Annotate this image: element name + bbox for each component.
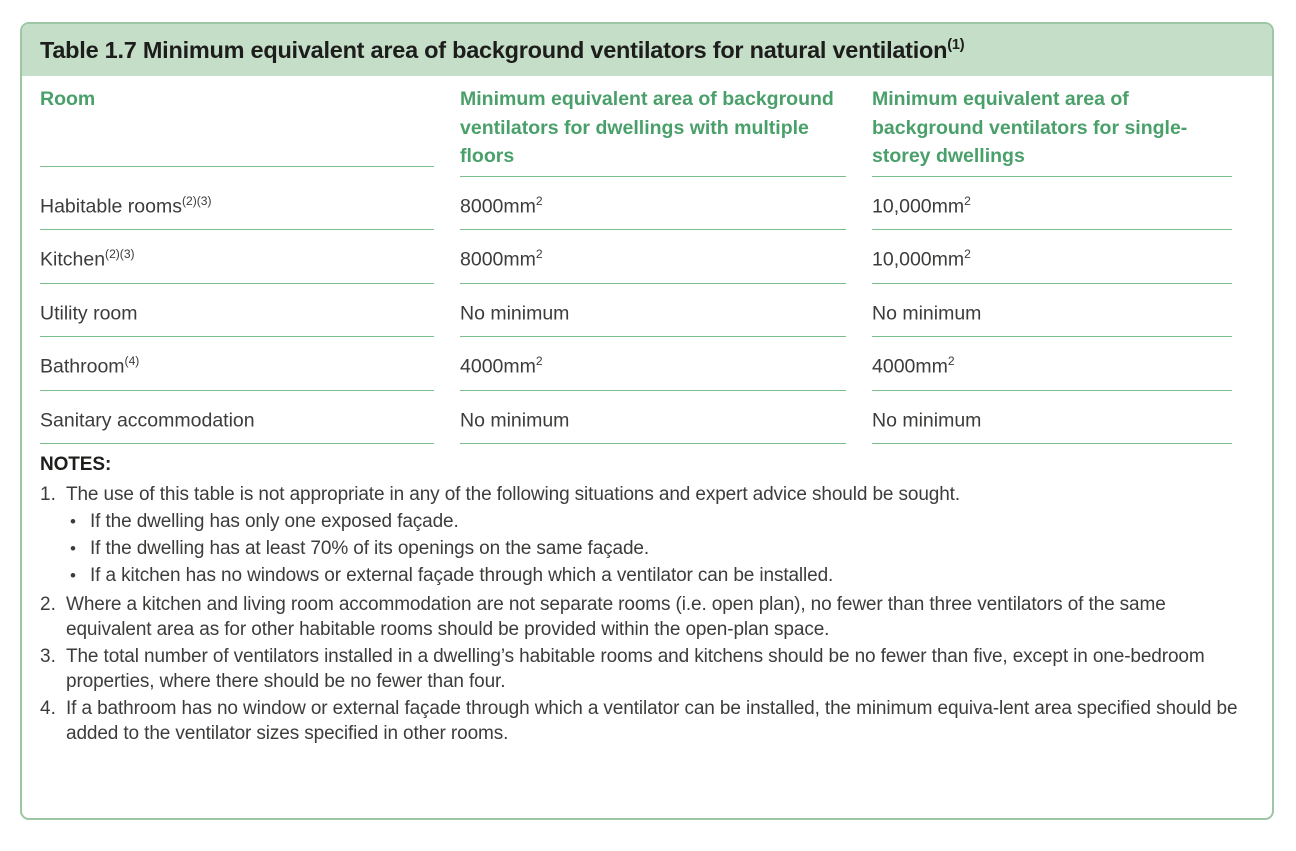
list-item	[40, 509, 1254, 534]
cell-multiple-floors-value: No minimum	[460, 302, 570, 324]
table-row	[40, 284, 1258, 338]
note-text: The total number of ventilators installed in a dwelling’s habitable rooms and kitchens should be no fewer than five, except in one-bedroom properties, where there should be no fewer than four.	[66, 646, 1205, 692]
cell-room	[40, 337, 460, 391]
column-header-single-storey-label: Minimum equivalent area of background ventilators for single-storey dwellings	[872, 88, 1188, 167]
note-item-2	[40, 592, 1254, 642]
table-row	[40, 177, 1258, 231]
table-title-footnote-marker: (1)	[947, 36, 965, 53]
table-title-band	[22, 24, 1272, 76]
cell-room-label: Sanitary accommodation	[40, 409, 255, 431]
cell-single-storey	[872, 391, 1258, 445]
bullet-icon: •	[70, 539, 76, 558]
cell-multiple-floors-unit-exponent: 2	[535, 354, 543, 368]
cell-single-storey-content	[872, 391, 1258, 444]
cell-multiple-floors-content	[460, 391, 872, 444]
column-header-room-label: Room	[40, 88, 96, 110]
cell-room-content	[40, 230, 460, 283]
cell-multiple-floors-value: 4000mm	[460, 355, 536, 378]
column-header-multiple-floors	[460, 76, 872, 177]
cell-room-content	[40, 177, 460, 230]
cell-single-storey	[872, 230, 1258, 284]
note-text: Where a kitchen and living room accommodation are not separate rooms (i.e. open plan), no fewer than three ventilators of the same equivalent area as for other habitable rooms should be provided within the open-plan space.	[66, 594, 1166, 640]
cell-single-storey-content	[872, 230, 1258, 283]
cell-room-label: Kitchen	[40, 248, 106, 271]
cell-single-storey	[872, 177, 1258, 231]
cell-multiple-floors-content	[460, 177, 872, 230]
cell-single-storey-content	[872, 284, 1258, 337]
table-header-row	[40, 76, 1258, 177]
note-number: 2.	[40, 594, 56, 615]
table-body	[40, 177, 1258, 445]
column-header-room	[40, 76, 460, 177]
table-row	[40, 230, 1258, 284]
table-title-text: Table 1.7 Minimum equivalent area of background ventilators for natural ventilation	[40, 36, 948, 63]
cell-single-storey	[872, 337, 1258, 391]
cell-room	[40, 230, 460, 284]
cell-multiple-floors-value: 8000mm	[460, 248, 536, 271]
cell-multiple-floors	[460, 230, 872, 284]
bullet-text: If the dwelling has only one exposed façade.	[90, 511, 459, 532]
note-number: 1.	[40, 484, 56, 505]
page-title	[40, 37, 964, 64]
cell-room-label: Bathroom	[40, 355, 125, 378]
cell-single-storey-value: No minimum	[872, 409, 982, 431]
cell-multiple-floors-content	[460, 284, 872, 337]
cell-single-storey-value: 10,000mm	[872, 195, 965, 217]
cell-single-storey-value: 10,000mm	[872, 248, 965, 271]
notes-section	[22, 444, 1272, 746]
cell-room-label: Utility room	[40, 302, 138, 324]
cell-single-storey-value: 4000mm	[872, 355, 948, 378]
cell-single-storey-unit-exponent: 2	[947, 354, 955, 368]
bullet-icon: •	[70, 512, 76, 531]
cell-room-footnote-marker: (2)(3)	[105, 247, 135, 261]
table-row	[40, 337, 1258, 391]
table-card	[20, 22, 1274, 820]
cell-multiple-floors-unit-exponent: 2	[535, 193, 543, 208]
bullet-text: If a kitchen has no windows or external façade through which a ventilator can be installed.	[90, 565, 834, 586]
cell-room-content	[40, 284, 460, 337]
cell-single-storey-value: No minimum	[872, 302, 982, 324]
note-item-1	[40, 482, 1254, 507]
cell-multiple-floors-value: No minimum	[460, 409, 570, 431]
cell-room	[40, 177, 460, 231]
cell-multiple-floors	[460, 284, 872, 338]
cell-multiple-floors-value: 8000mm	[460, 195, 536, 217]
cell-room-footnote-marker: (2)(3)	[181, 193, 212, 208]
cell-multiple-floors-content	[460, 230, 872, 283]
list-item	[40, 563, 1254, 588]
note-number: 3.	[40, 646, 56, 667]
column-header-single-storey	[872, 76, 1258, 177]
cell-room-label: Habitable rooms	[40, 195, 182, 217]
note-item-3	[40, 644, 1254, 694]
cell-single-storey-unit-exponent: 2	[964, 247, 971, 261]
table-row	[40, 391, 1258, 445]
notes-heading: NOTES:	[40, 454, 112, 475]
list-item	[40, 536, 1254, 561]
note-number: 4.	[40, 698, 56, 719]
cell-multiple-floors	[460, 337, 872, 391]
cell-single-storey-content	[872, 177, 1258, 230]
note-text: The use of this table is not appropriate in any of the following situations and expert advice should be sought.	[66, 484, 960, 505]
cell-multiple-floors	[460, 391, 872, 445]
bullet-text: If the dwelling has at least 70% of its openings on the same façade.	[90, 538, 650, 559]
column-header-multiple-floors-label: Minimum equivalent area of background ventilators for dwellings with multiple floors	[460, 88, 834, 167]
header-rule-col1	[40, 166, 434, 167]
cell-single-storey	[872, 284, 1258, 338]
ventilator-area-table	[22, 76, 1274, 444]
note-item-4	[40, 696, 1254, 746]
cell-room-content	[40, 391, 460, 444]
cell-single-storey-unit-exponent: 2	[964, 193, 971, 208]
note-1-bullet-list	[40, 509, 1254, 588]
bullet-icon: •	[70, 566, 76, 585]
table-header-row-group	[40, 76, 1258, 177]
cell-room	[40, 391, 460, 445]
cell-multiple-floors-unit-exponent: 2	[535, 247, 543, 261]
cell-single-storey-content	[872, 337, 1258, 390]
note-text: If a bathroom has no window or external façade through which a ventilator can be installed, the minimum equiva-lent area specified should be added to the ventilator sizes specified in other rooms.	[66, 698, 1238, 744]
cell-multiple-floors-content	[460, 337, 872, 390]
cell-room-footnote-marker: (4)	[124, 354, 140, 368]
cell-multiple-floors	[460, 177, 872, 231]
cell-room-content	[40, 337, 460, 390]
cell-room	[40, 284, 460, 338]
